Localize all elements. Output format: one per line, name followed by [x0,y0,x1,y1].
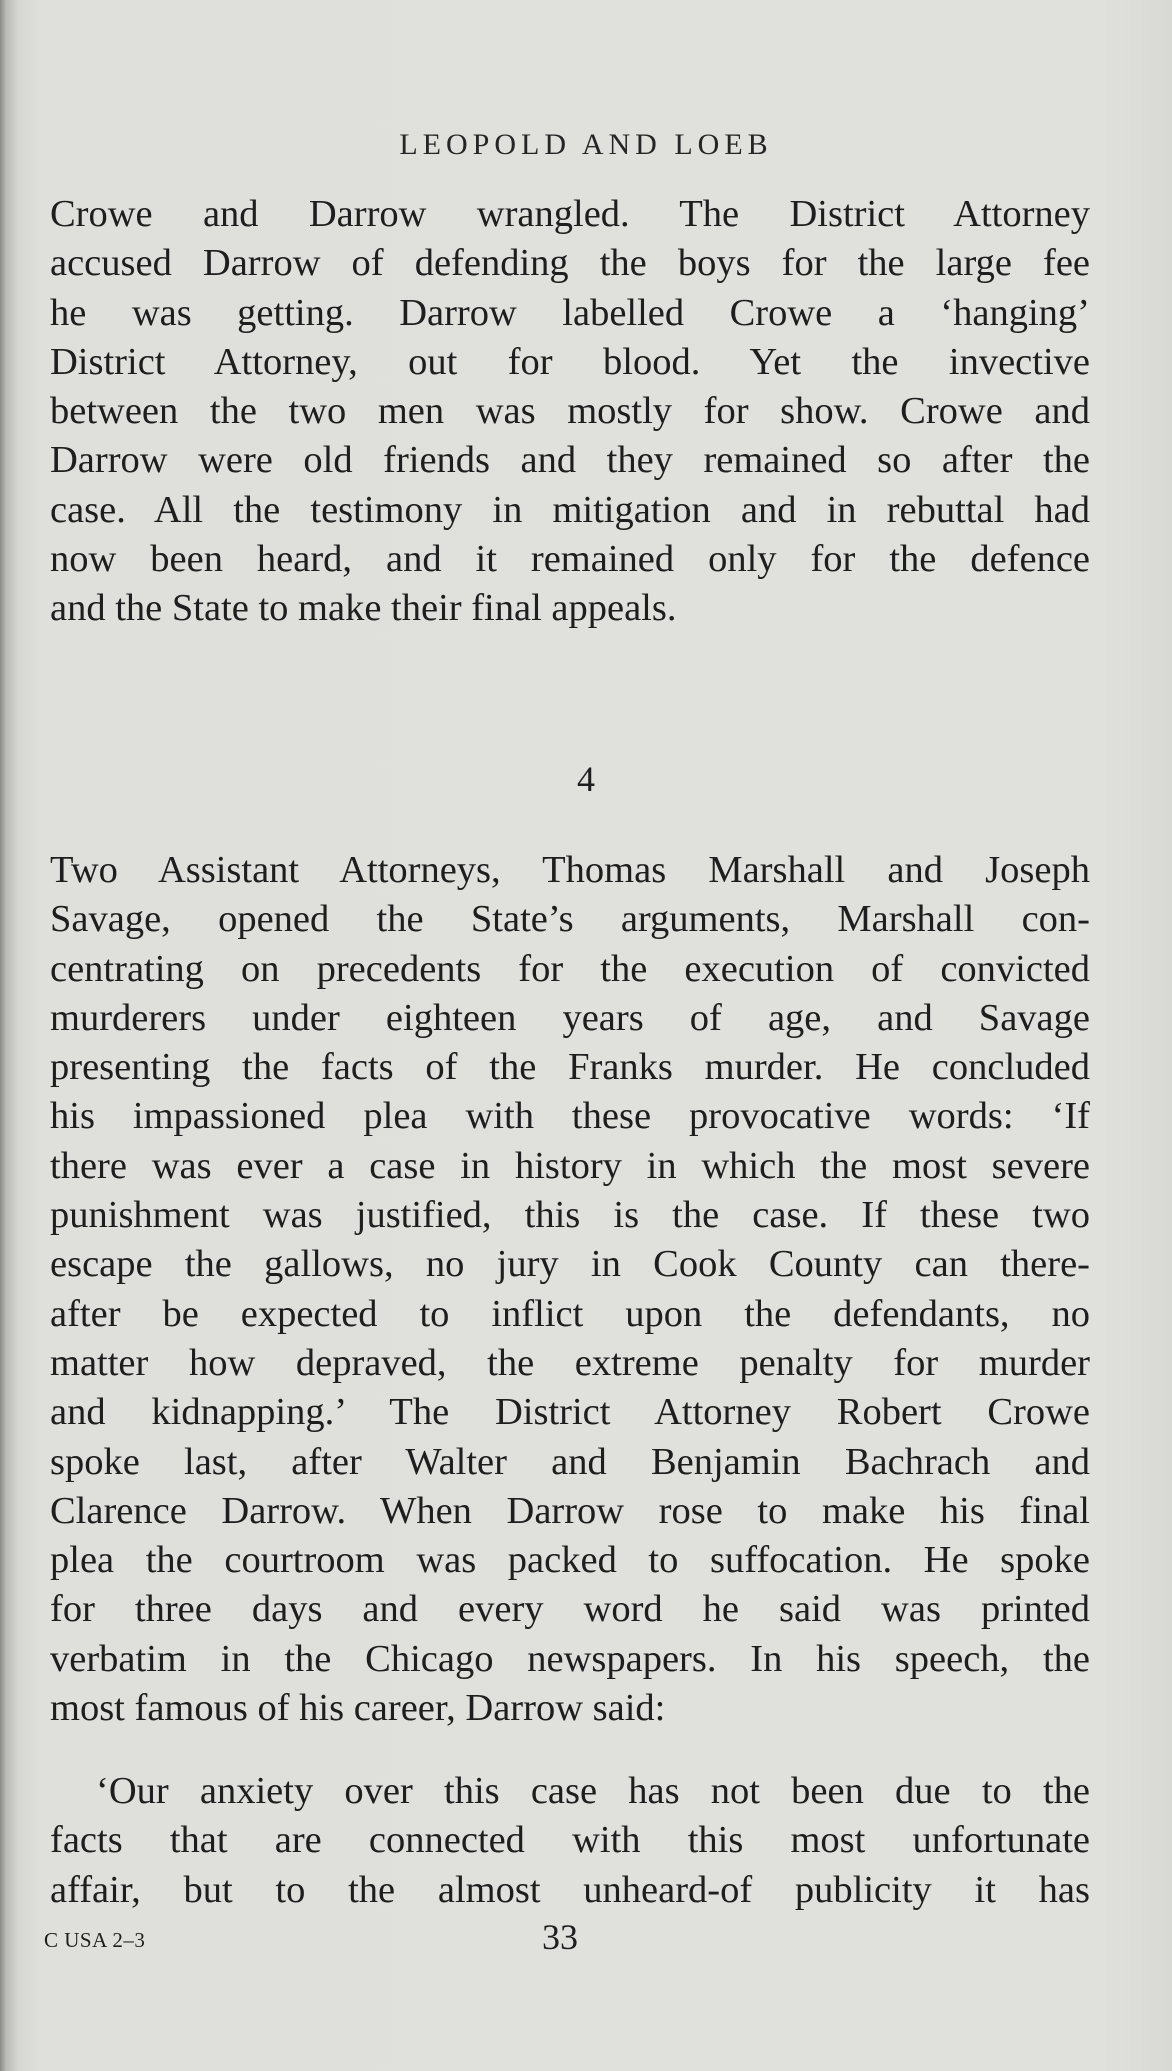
text-line: matter how depraved, the extreme penalty for murder [50,1341,1090,1384]
printer-signature: C USA 2–3 [44,1928,146,1952]
text-line: and the State to make their final appeals. [50,587,677,630]
text-line: Clarence Darrow. When Darrow rose to make his final [50,1489,1090,1532]
text-line: his impassioned plea with these provocative words: ‘If [50,1095,1090,1138]
paragraph-1 [50,190,1090,634]
text-line: most famous of his career, Darrow said: [50,1687,666,1730]
text-line: punishment was justified, this is the case. If these two [50,1194,1090,1237]
text-line: plea the courtroom was packed to suffocation. He spoke [50,1539,1090,1582]
text-line: District Attorney, out for blood. Yet the invective [50,340,1090,383]
paragraph-3 [50,1767,1090,1915]
text-line: and kidnapping.’ The District Attorney Robert Crowe [50,1391,1090,1434]
text-line: facts that are connected with this most unfortunate [50,1819,1090,1862]
running-head: LEOPOLD AND LOEB [399,128,773,161]
page-number: 33 [542,1917,578,1957]
text-line: Crowe and Darrow wrangled. The District Attorney [50,193,1090,235]
text-line: between the two men was mostly for show. Crowe and [50,390,1090,433]
text-line: case. All the testimony in mitigation and in rebuttal had [50,488,1090,531]
section-number: 4 [577,759,595,799]
text-line: ‘Our anxiety over this case has not been due to the [96,1770,1090,1812]
text-line: affair, but to the almost unheard-of publicity it has [50,1868,1090,1911]
text-line: accused Darrow of defending the boys for the large fee [50,242,1090,285]
text-line: centrating on precedents for the execution of convicted [50,947,1090,990]
text-line: there was ever a case in history in which the most severe [50,1144,1090,1187]
text-line: spoke last, after Walter and Benjamin Bachrach and [50,1440,1090,1483]
text-line: presenting the facts of the Franks murder. He concluded [50,1046,1090,1089]
text-line: he was getting. Darrow labelled Crowe a ‘hanging’ [50,291,1090,334]
text-line: verbatim in the Chicago newspapers. In his speech, the [50,1637,1090,1680]
text-line: after be expected to inflict upon the defendants, no [50,1292,1090,1335]
text-line: Savage, opened the State’s arguments, Marshall con- [50,898,1090,941]
text-line: for three days and every word he said was printed [50,1588,1090,1631]
text-line: now been heard, and it remained only for the defence [50,538,1090,581]
text-line: escape the gallows, no jury in Cook County can there- [50,1243,1090,1286]
text-line: Darrow were old friends and they remained so after the [50,439,1090,482]
text-line: murderers under eighteen years of age, and Savage [50,996,1090,1039]
paragraph-2 [50,846,1090,1733]
text-line: Two Assistant Attorneys, Thomas Marshall and Joseph [50,849,1090,891]
